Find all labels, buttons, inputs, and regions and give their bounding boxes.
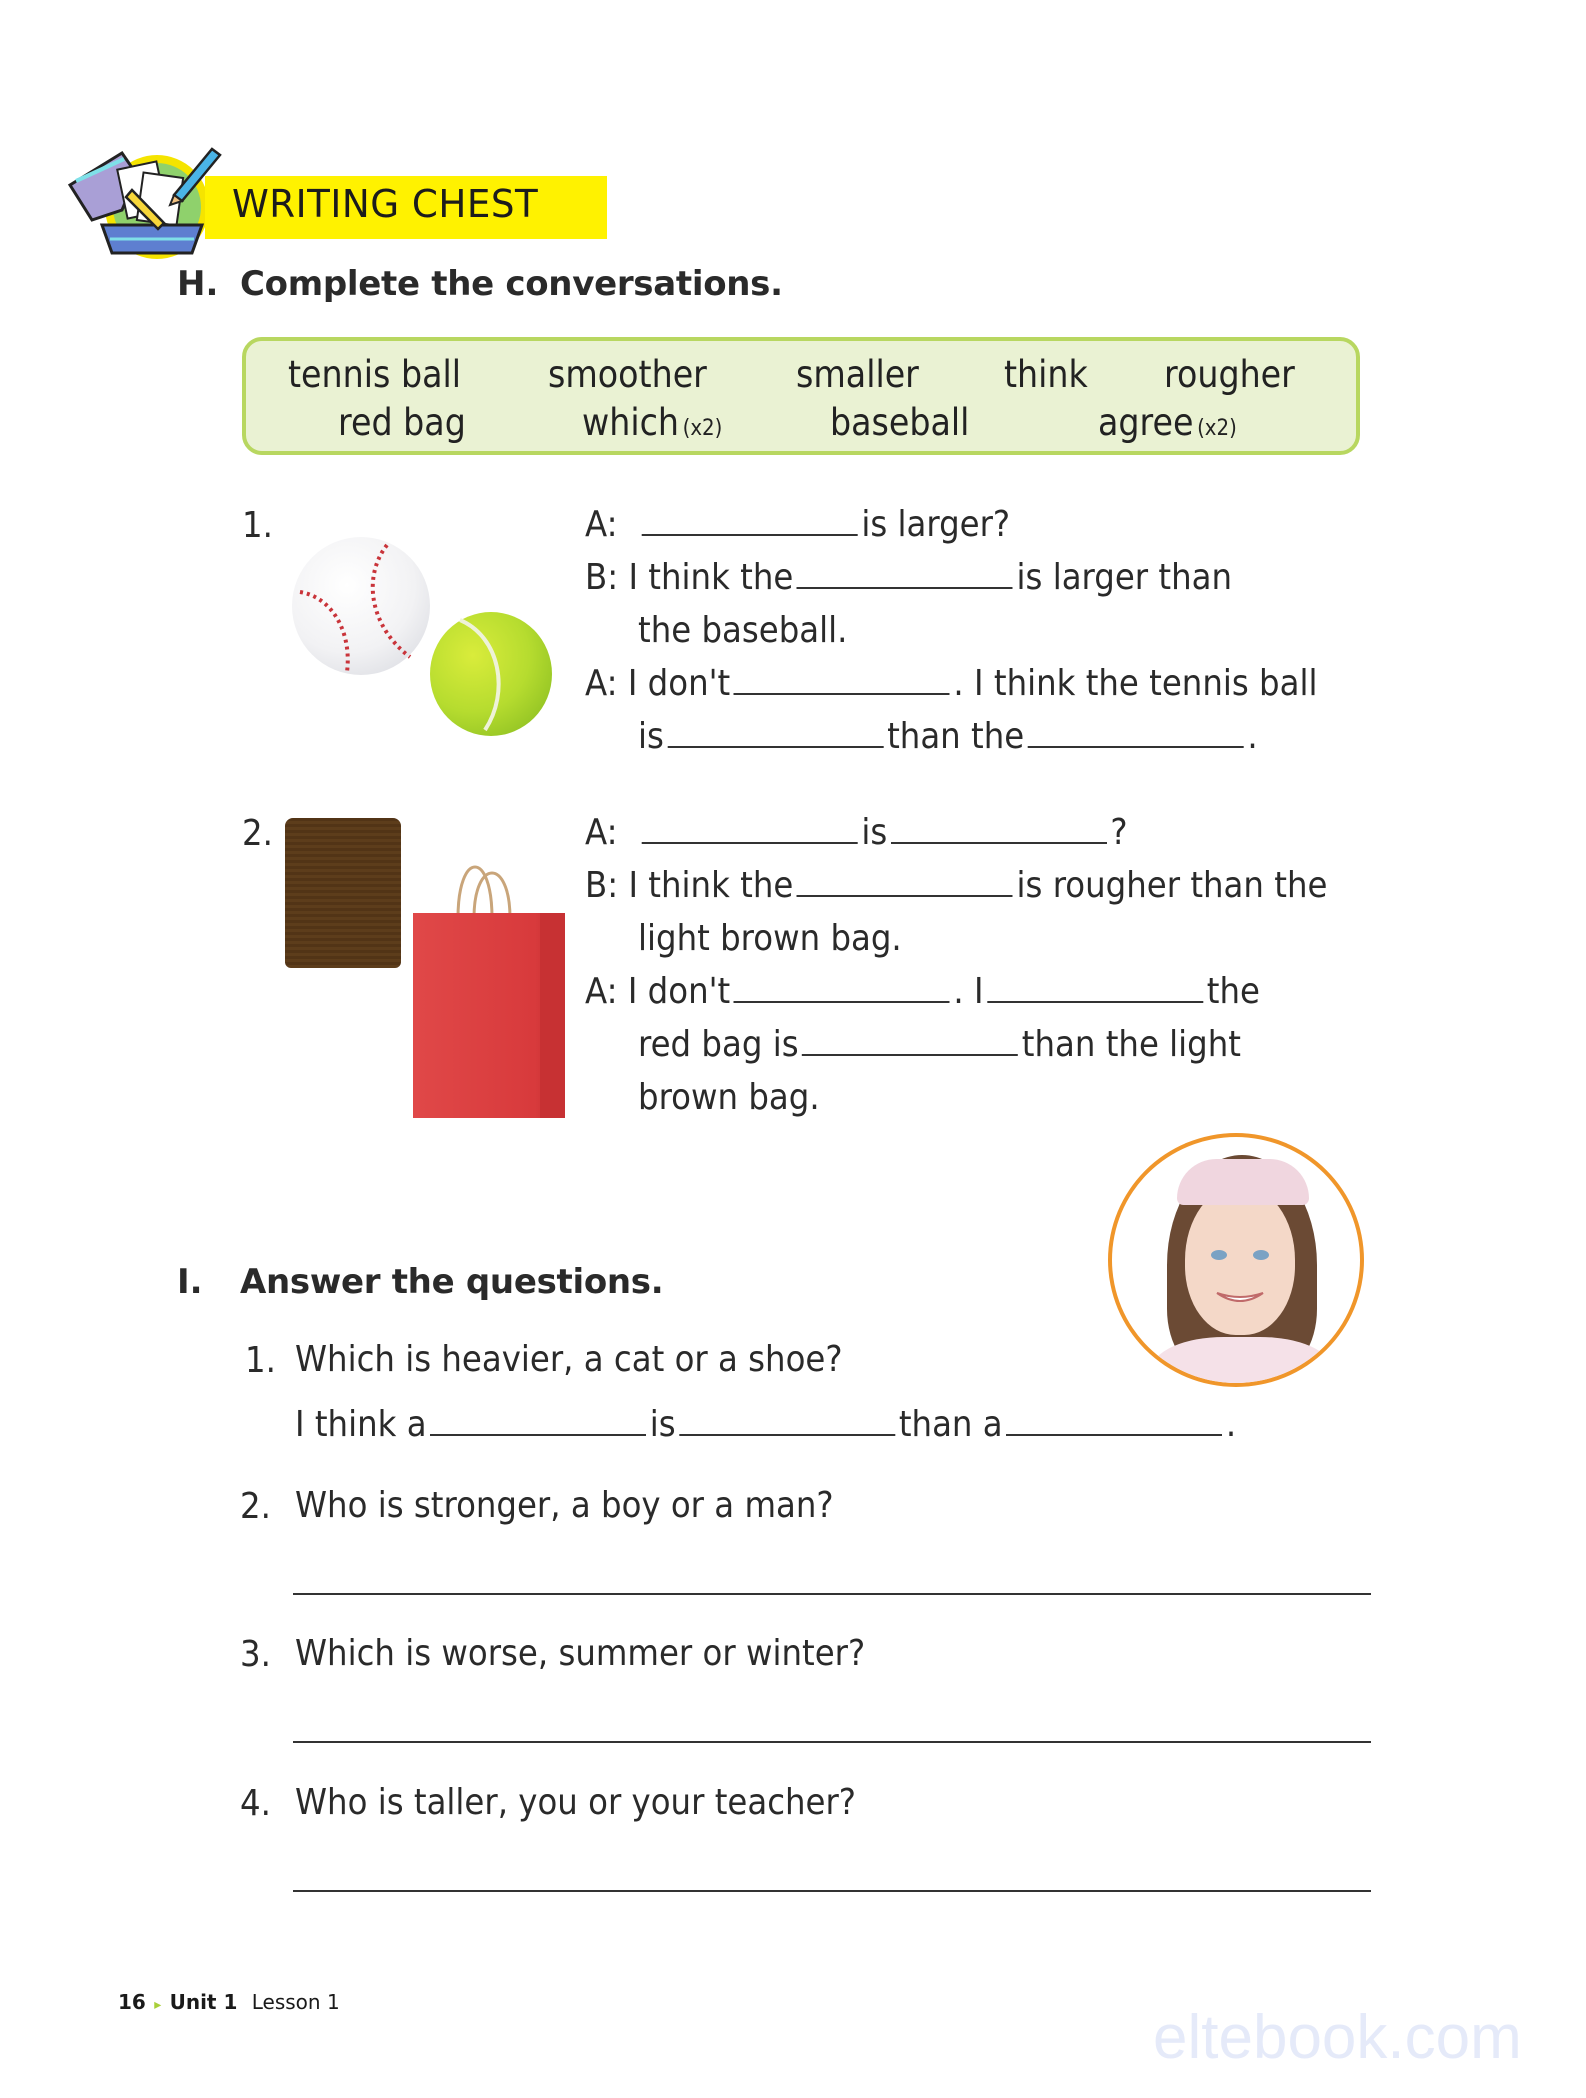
question-text: Who is stronger, a boy or a man? bbox=[295, 1485, 834, 1526]
fill-blank[interactable] bbox=[679, 1406, 895, 1436]
fill-blank[interactable] bbox=[734, 665, 950, 695]
question-number: 2. bbox=[240, 1486, 271, 1527]
fill-blank[interactable] bbox=[1028, 718, 1244, 748]
bag-handles bbox=[440, 850, 540, 920]
fill-blank[interactable] bbox=[430, 1406, 646, 1436]
fill-blank[interactable] bbox=[642, 506, 858, 536]
dialogue-line: A: I don't . I think the tennis ball bbox=[585, 663, 1318, 704]
word-bank-item: think bbox=[1004, 353, 1088, 396]
fill-blank[interactable] bbox=[642, 814, 858, 844]
section-i-letter: I. bbox=[177, 1262, 203, 1302]
fill-blank[interactable] bbox=[797, 559, 1013, 589]
page-footer bbox=[118, 1990, 340, 2014]
dialogue-line: red bag is than the light bbox=[638, 1024, 1241, 1065]
dialogue-line: brown bag. bbox=[638, 1077, 820, 1118]
section-h-title: Complete the conversations. bbox=[240, 264, 783, 304]
conversation-number: 1. bbox=[242, 505, 273, 546]
word-bank-item: agree (x2) bbox=[1098, 401, 1237, 444]
dialogue-line: light brown bag. bbox=[638, 918, 902, 959]
burlap-bag-image bbox=[285, 818, 401, 968]
question-number: 3. bbox=[240, 1634, 271, 1675]
headband bbox=[1177, 1159, 1309, 1205]
fill-blank[interactable] bbox=[667, 718, 883, 748]
word-bank-item: tennis ball bbox=[288, 353, 461, 396]
question-number: 4. bbox=[240, 1783, 271, 1824]
fill-blank[interactable] bbox=[734, 973, 950, 1003]
answer-sentence: I think a is than a . bbox=[295, 1404, 1237, 1445]
word-bank-item: baseball bbox=[830, 401, 970, 444]
word-bank-box bbox=[242, 337, 1360, 455]
lesson-label: Lesson 1 bbox=[251, 1990, 340, 2014]
dialogue-line: the baseball. bbox=[638, 610, 848, 651]
tennis-ball-image bbox=[430, 612, 552, 736]
page-number: 16 bbox=[118, 1990, 146, 2014]
fill-blank[interactable] bbox=[802, 1026, 1018, 1056]
baseball-image bbox=[292, 537, 430, 675]
question-text: Who is taller, you or your teacher? bbox=[295, 1782, 857, 1823]
banner-title: WRITING CHEST bbox=[232, 182, 539, 226]
section-h-letter: H. bbox=[177, 264, 219, 304]
collar bbox=[1152, 1337, 1332, 1387]
face bbox=[1185, 1185, 1295, 1335]
word-bank-item: smaller bbox=[796, 353, 919, 396]
arrow-right-icon: ▸ bbox=[154, 1997, 162, 2013]
section-i-title: Answer the questions. bbox=[240, 1262, 664, 1302]
dialogue-line: B: I think the is rougher than the bbox=[585, 865, 1328, 906]
fill-blank[interactable] bbox=[987, 973, 1203, 1003]
word-bank-item: rougher bbox=[1164, 353, 1295, 396]
word-bank-item: red bag bbox=[338, 401, 466, 444]
count-note: (x2) bbox=[1197, 416, 1237, 441]
unit-label: Unit 1 bbox=[169, 1990, 238, 2014]
answer-line[interactable] bbox=[293, 1890, 1371, 1892]
smiling-girl-photo bbox=[1108, 1133, 1364, 1387]
fill-blank[interactable] bbox=[891, 814, 1107, 844]
question-text: Which is worse, summer or winter? bbox=[295, 1633, 866, 1674]
answer-line[interactable] bbox=[293, 1593, 1371, 1595]
word-bank-item: which (x2) bbox=[582, 401, 723, 444]
dialogue-line: B: I think the is larger than bbox=[585, 557, 1233, 598]
word-bank-item: smoother bbox=[548, 353, 707, 396]
dialogue-line: A: is larger? bbox=[585, 504, 1011, 545]
conversation-number: 2. bbox=[242, 813, 273, 854]
fill-blank[interactable] bbox=[797, 867, 1013, 897]
dialogue-line: A: I don't . I the bbox=[585, 971, 1260, 1012]
dialogue-line: is than the . bbox=[638, 716, 1258, 757]
answer-line[interactable] bbox=[293, 1741, 1371, 1743]
dialogue-line: A: is ? bbox=[585, 812, 1128, 853]
question-number: 1. bbox=[245, 1340, 276, 1381]
count-note: (x2) bbox=[682, 416, 723, 441]
watermark: eltebook.com bbox=[1153, 2003, 1522, 2072]
question-text: Which is heavier, a cat or a shoe? bbox=[295, 1339, 843, 1380]
red-bag-side bbox=[540, 913, 565, 1118]
fill-blank[interactable] bbox=[1006, 1406, 1222, 1436]
